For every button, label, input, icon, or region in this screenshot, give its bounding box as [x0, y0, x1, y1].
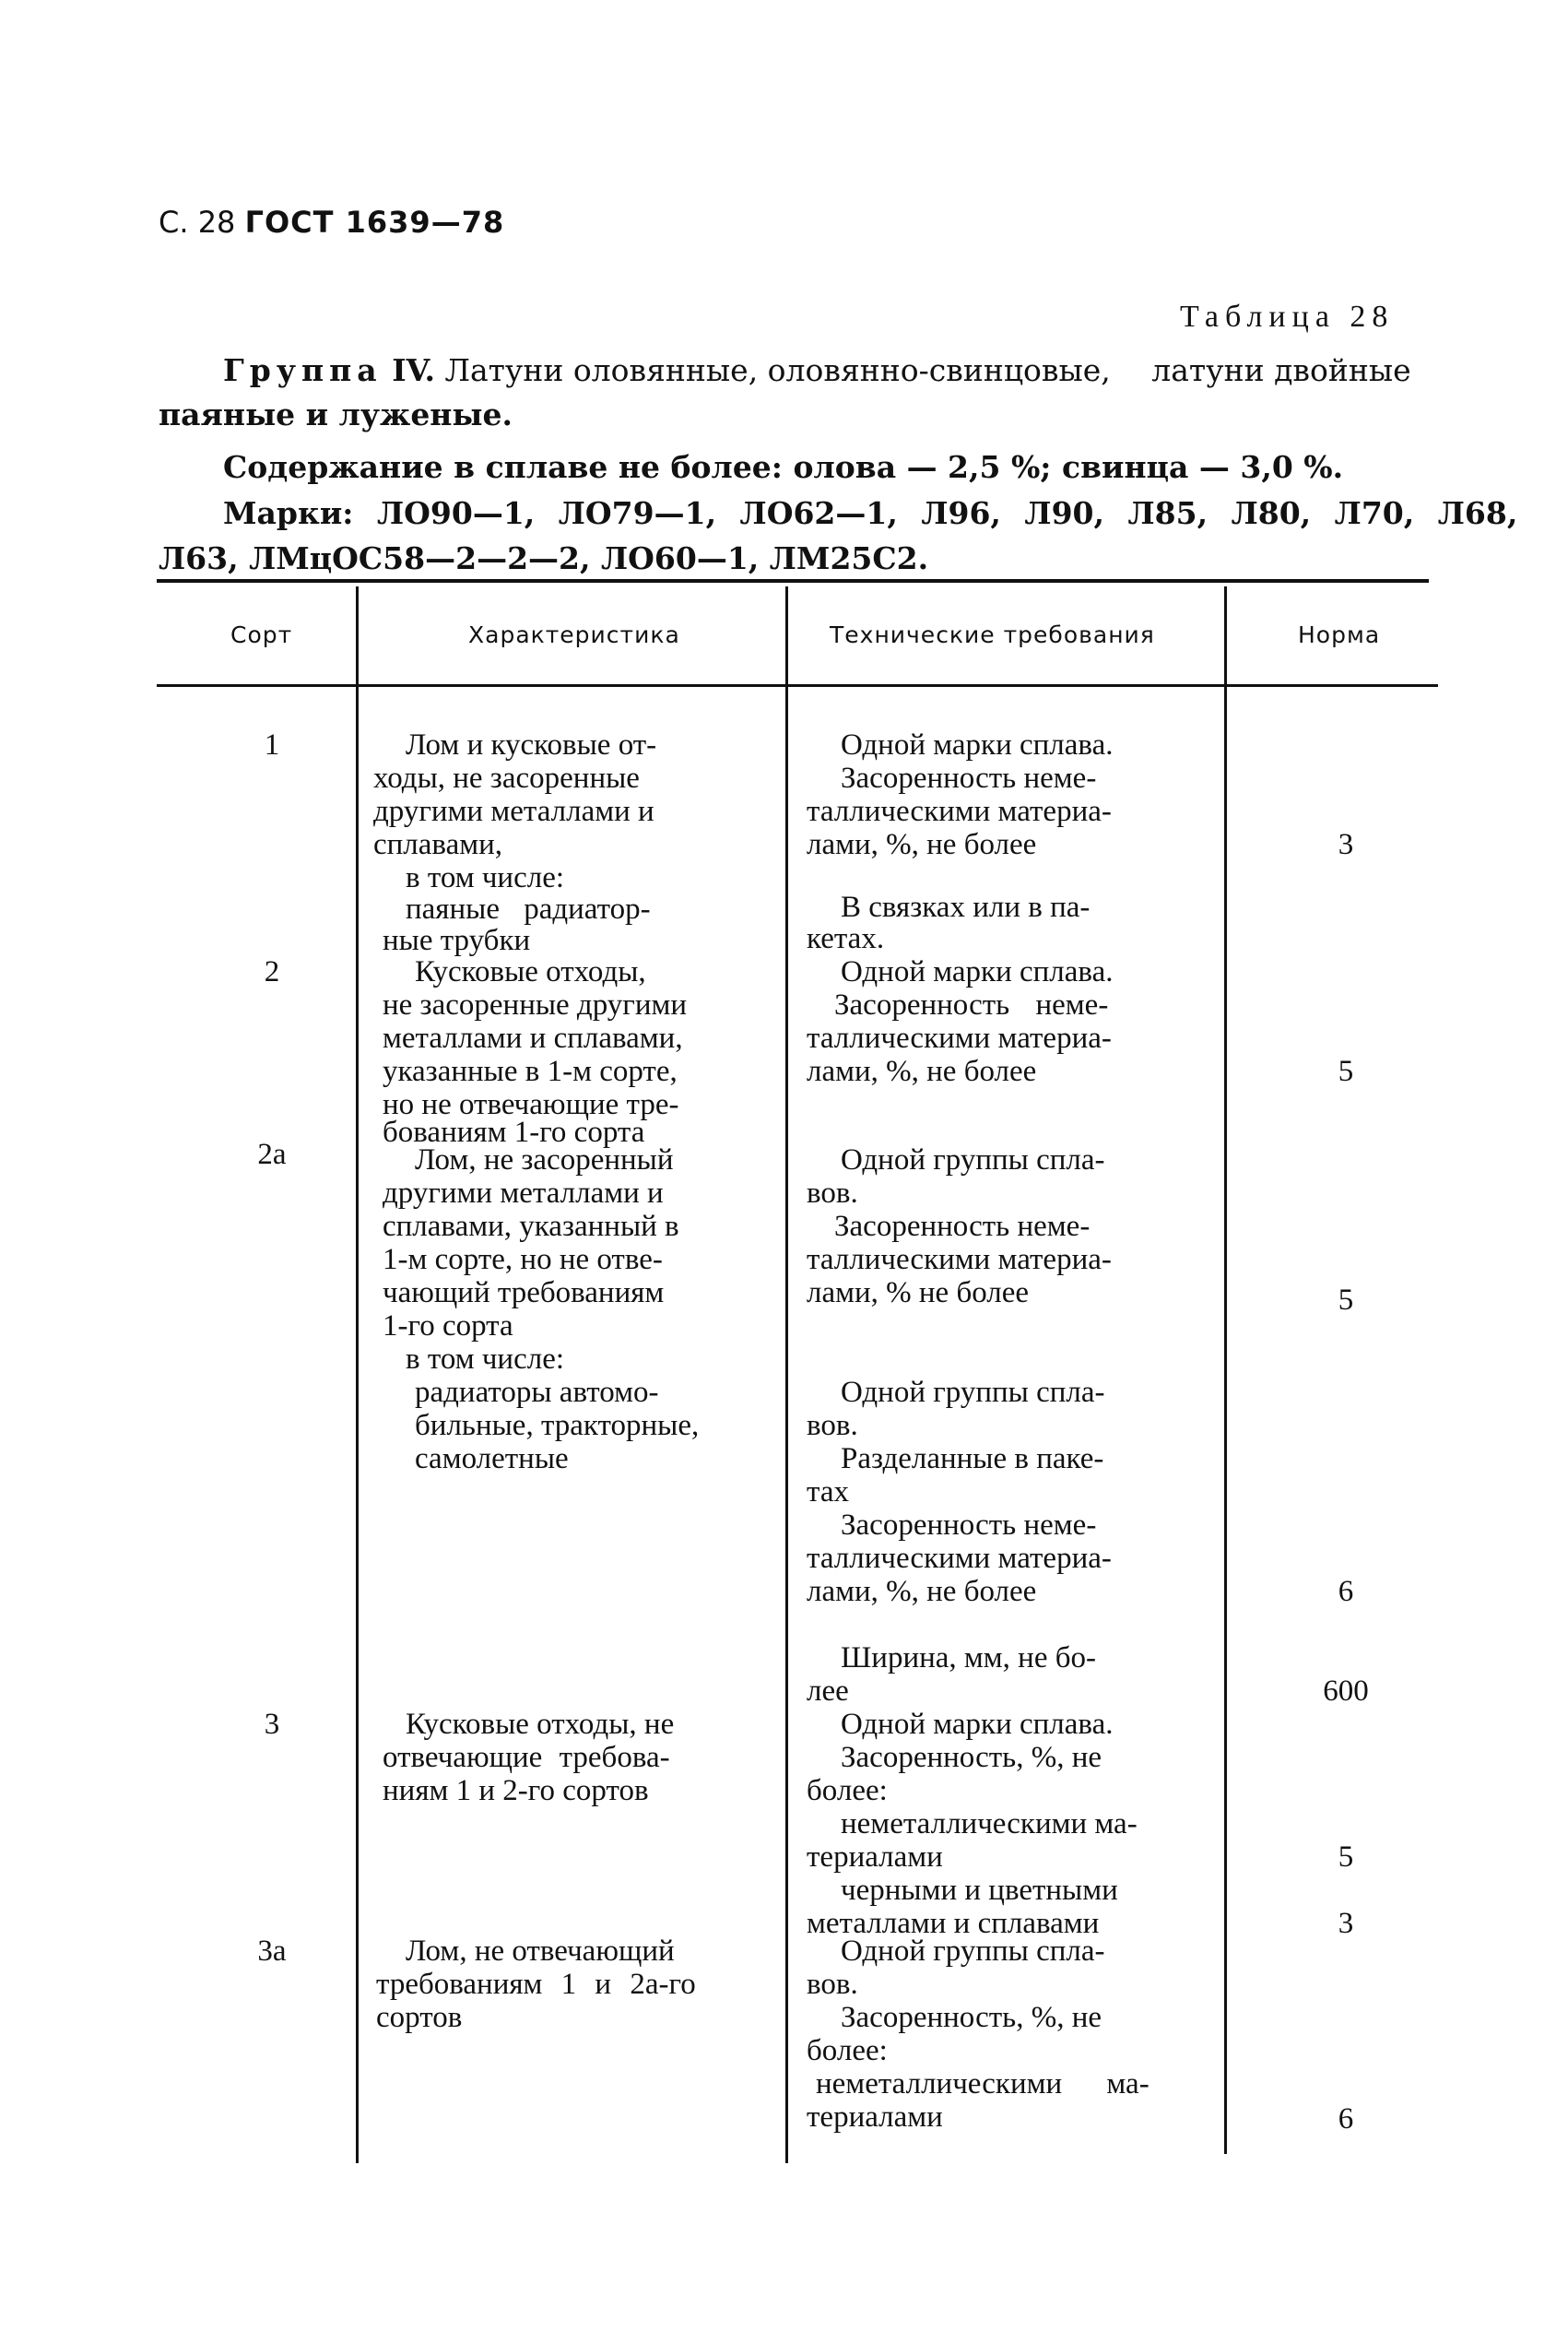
group-line-2: паяные и луженые. [159, 396, 513, 432]
characteristic-line: другими металлами и [373, 795, 654, 828]
column-divider-2 [785, 586, 788, 2163]
marks-line-2: Л63, ЛМцОС58—2—2—2, ЛО60—1, ЛМ25С2. [159, 540, 929, 576]
marks-line-1: Марки: ЛО90—1, ЛО79—1, ЛО62—1, Л96, Л90, Л85, Л80, Л70, Л68, [223, 495, 1518, 531]
requirement-line: неметаллическими ма- [841, 1807, 1138, 1840]
characteristic-line: бильные, тракторные, [415, 1409, 700, 1442]
requirement-line: вов. [807, 1177, 858, 1210]
sort-1: 1 [264, 728, 280, 762]
characteristic-line: 1-го сорта [383, 1309, 513, 1343]
requirement-line: вов. [807, 1409, 858, 1442]
characteristic-line: Лом, не засоренный [415, 1143, 674, 1177]
norm-value: 5 [1338, 1284, 1354, 1317]
requirement-line: более: [807, 1774, 888, 1807]
norm-value: 6 [1338, 1575, 1354, 1608]
requirement-line: Одной марки сплава. [841, 728, 1114, 762]
column-divider-3 [1224, 586, 1227, 2154]
requirement-line: лами, % не более [807, 1276, 1030, 1309]
standard-code: ГОСТ 1639—78 [244, 205, 505, 240]
requirement-line: черными и цветными [841, 1874, 1118, 1907]
requirement-line: таллическими материа- [807, 1243, 1112, 1276]
requirement-line: лее [807, 1674, 849, 1708]
characteristic-line: ниям 1 и 2-го сортов [383, 1774, 649, 1807]
characteristic-line: Кусковые отходы, не [406, 1708, 675, 1741]
column-header-requirements: Технические требования [830, 621, 1155, 648]
requirement-line: Засоренность неме- [834, 988, 1109, 1022]
page-header [159, 205, 504, 240]
requirement-line: Одной группы спла- [841, 1143, 1105, 1177]
requirement-line: лами, %, не более [807, 828, 1037, 861]
characteristic-line: паяные радиатор- [406, 893, 651, 926]
requirement-line: неметаллическими ма- [816, 2067, 1149, 2100]
requirement-line: таллическими материа- [807, 1022, 1112, 1055]
requirement-line: Засоренность неме- [834, 1210, 1091, 1243]
requirement-line: териалами [807, 2100, 943, 2134]
norm-value: 5 [1338, 1840, 1354, 1874]
characteristic-line: сплавами, [373, 828, 503, 861]
requirement-line: В связках или в па- [841, 891, 1091, 924]
characteristic-line: Лом, не отвечающий [406, 1935, 675, 1968]
requirement-line: кетах. [807, 922, 885, 955]
table-header-rule [157, 684, 1438, 687]
norm-value: 3 [1338, 1907, 1354, 1940]
column-header-characteristic: Характеристика [468, 621, 680, 648]
group-number: IV. [392, 352, 435, 388]
group-text-b: латуни двойные [1151, 352, 1411, 388]
characteristic-line: не засоренные другими [383, 988, 688, 1022]
characteristic-line: требованиям 1 и 2а-го [376, 1968, 696, 2001]
norm-value: 6 [1338, 2102, 1354, 2136]
requirement-line: Одной марки сплава. [841, 1708, 1114, 1741]
requirement-line: вов. [807, 1968, 858, 2001]
characteristic-line: ходы, не засоренные [373, 762, 640, 795]
column-header-norm: Норма [1298, 621, 1381, 648]
characteristic-line: металлами и сплавами, [383, 1022, 683, 1055]
requirement-line: Одной группы спла- [841, 1376, 1105, 1409]
requirement-line: таллическими материа- [807, 1542, 1112, 1575]
content-line: Содержание в сплаве не более: олова — 2,5 %; свинца — 3,0 %. [223, 449, 1344, 485]
table-title: Таблица 28 [1180, 300, 1395, 334]
requirement-line: Засоренность неме- [841, 762, 1097, 795]
group-text-a: Латуни оловянные, оловянно-свинцовые, [444, 352, 1111, 388]
group-line-1 [223, 352, 1411, 388]
column-divider-1 [356, 586, 359, 2163]
requirement-line: Одной группы спла- [841, 1935, 1105, 1968]
norm-value: 3 [1338, 828, 1354, 861]
requirement-line: Засоренность, %, не [841, 2001, 1102, 2034]
sort-2a: 2а [257, 1138, 287, 1171]
characteristic-line: сортов [376, 2001, 463, 2034]
requirement-line: металлами и сплавами [807, 1907, 1100, 1940]
requirement-line: таллическими материа- [807, 795, 1112, 828]
characteristic-line: отвечающие требова- [383, 1741, 670, 1774]
page-number: С. 28 [159, 205, 236, 240]
requirement-line: лами, %, не более [807, 1575, 1037, 1608]
requirement-line: Ширина, мм, не бо- [841, 1641, 1097, 1674]
characteristic-line: Кусковые отходы, [415, 955, 646, 988]
requirement-line: лами, %, не более [807, 1055, 1037, 1088]
characteristic-line: самолетные [415, 1442, 569, 1475]
column-header-sort: Сорт [230, 621, 293, 648]
characteristic-line: чающий требованиям [383, 1276, 665, 1309]
characteristic-line: бованиям 1-го сорта [383, 1116, 645, 1149]
characteristic-line: Лом и кусковые от- [406, 728, 657, 762]
characteristic-line: радиаторы автомо- [415, 1376, 659, 1409]
requirement-line: Засоренность, %, не [841, 1741, 1102, 1774]
requirement-line: териалами [807, 1840, 943, 1874]
table-top-rule [157, 579, 1429, 583]
norm-value: 600 [1323, 1674, 1369, 1708]
characteristic-line: указанные в 1-м сорте, [383, 1055, 678, 1088]
characteristic-line: ные трубки [383, 924, 531, 957]
requirement-line: Засоренность неме- [841, 1509, 1097, 1542]
group-label: Группа [223, 352, 383, 388]
characteristic-line: в том числе: [406, 1343, 565, 1376]
requirement-line: Разделанные в паке- [841, 1442, 1104, 1475]
requirement-line: более: [807, 2034, 888, 2067]
characteristic-line: другими металлами и [383, 1177, 664, 1210]
characteristic-line: в том числе: [406, 861, 565, 894]
sort-2: 2 [264, 955, 280, 988]
requirement-line: тах [807, 1475, 849, 1509]
norm-value: 5 [1338, 1055, 1354, 1088]
requirement-line: Одной марки сплава. [841, 955, 1114, 988]
sort-3: 3 [264, 1708, 280, 1741]
characteristic-line: но не отвечающие тре- [383, 1088, 679, 1121]
sort-3a: 3а [257, 1935, 287, 1968]
characteristic-line: 1-м сорте, но не отве- [383, 1243, 663, 1276]
characteristic-line: сплавами, указанный в [383, 1210, 679, 1243]
